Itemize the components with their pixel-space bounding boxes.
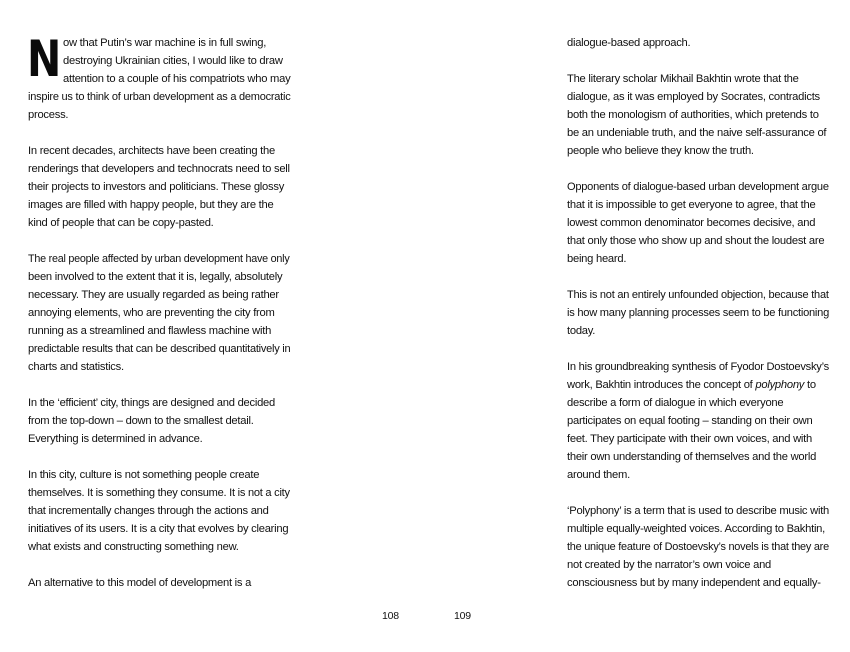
text-line: annoying elements, who are preventing the city from bbox=[28, 307, 275, 319]
text-line bbox=[567, 376, 829, 394]
paragraph bbox=[567, 502, 829, 592]
text-line: necessary. They are usually regarded as being rather bbox=[28, 289, 279, 301]
text-line: predictable results that can be described quantitatively in bbox=[28, 343, 291, 355]
text-line: initiatives of its users. It is a city that evolves by clearing bbox=[28, 523, 289, 535]
text-line: describe a form of dialogue in which everyone bbox=[567, 397, 784, 409]
text-line: that only those who show up and shout the loudest are bbox=[567, 235, 825, 247]
text-line: ow that Putin’s war machine is in full swing, bbox=[63, 37, 267, 49]
text-line: inspire us to think of urban development as a democratic bbox=[28, 91, 291, 103]
text-line: been involved to the extent that it is, legally, absolutely bbox=[28, 271, 283, 283]
text-line: Opponents of dialogue-based urban development argue bbox=[567, 181, 829, 193]
paragraph bbox=[567, 358, 829, 484]
text-line: process. bbox=[28, 109, 69, 121]
text-line: An alternative to this model of development is a bbox=[28, 577, 252, 589]
left-page bbox=[27, 30, 291, 610]
text-line: attention to a couple of his compatriots who may bbox=[63, 73, 291, 85]
text-line: being heard. bbox=[567, 253, 627, 265]
text-line: that it is impossible to get everyone to agree, that the bbox=[567, 199, 816, 211]
paragraph bbox=[567, 178, 829, 268]
text-line: Everything is determined in advance. bbox=[28, 433, 203, 445]
text-line: the unique feature of Dostoevsky’s novels is that they are bbox=[567, 541, 829, 553]
text-line: The real people affected by urban development have only bbox=[28, 253, 290, 265]
text-line: ‘Polyphony’ is a term that is used to describe music with bbox=[567, 505, 830, 517]
text-line: be an undeniable truth, and the naive self-assurance of bbox=[567, 127, 827, 139]
text-line: what exists and constructing something new. bbox=[28, 541, 239, 553]
paragraph bbox=[567, 70, 829, 160]
text-line: renderings that developers and technocrats need to sell bbox=[28, 163, 290, 175]
text-line: In the ‘efficient’ city, things are designed and decided bbox=[28, 397, 276, 409]
text-line: is how many planning processes seem to be functioning bbox=[567, 307, 830, 319]
text-line: multiple equally-weighted voices. According to Bakhtin, bbox=[567, 523, 826, 535]
text-line: In this city, culture is not something people create bbox=[28, 469, 260, 481]
text-line: kind of people that can be copy-pasted. bbox=[28, 217, 214, 229]
text-line: consciousness but by many independent and equally- bbox=[567, 577, 821, 589]
paragraph bbox=[28, 142, 290, 232]
text-line: images are filled with happy people, but they are the bbox=[28, 199, 274, 211]
italic-term: polyphony bbox=[755, 379, 805, 391]
text-line: In recent decades, architects have been creating the bbox=[28, 145, 275, 157]
paragraph bbox=[28, 250, 290, 376]
paragraph bbox=[567, 286, 829, 340]
text-line: lowest common denominator becomes decisive, and bbox=[567, 217, 816, 229]
text-line: people who believe they know the truth. bbox=[567, 145, 754, 157]
text-line: feet. They participate with their own voices, and with bbox=[567, 433, 812, 445]
right-page bbox=[567, 34, 829, 610]
text-line: from the top-down – down to the smallest detail. bbox=[28, 415, 254, 427]
text-segment: work, Bakhtin introduces the concept of bbox=[567, 379, 756, 391]
text-line: not created by the narrator’s own voice and bbox=[567, 559, 772, 571]
text-line: that incrementally changes through the actions and bbox=[28, 505, 269, 517]
paragraph bbox=[28, 574, 290, 592]
paragraph bbox=[27, 30, 291, 124]
text-line: themselves. It is something they consume. It is not a city bbox=[28, 487, 290, 499]
text-line: This is not an entirely unfounded objection, because that bbox=[567, 289, 829, 301]
text-line: charts and statistics. bbox=[28, 361, 124, 373]
text-line: both the monologism of authorities, which pretends to bbox=[567, 109, 819, 121]
text-line: running as a streamlined and flawless machine with bbox=[28, 325, 272, 337]
page-number-left: 108 bbox=[382, 610, 399, 622]
text-line: participates on equal footing – standing on their own bbox=[567, 415, 813, 427]
drop-cap-letter: N bbox=[27, 30, 60, 88]
paragraph bbox=[28, 394, 290, 448]
page-number-right: 109 bbox=[454, 610, 471, 622]
paragraph bbox=[567, 34, 829, 52]
text-line: The literary scholar Mikhail Bakhtin wrote that the bbox=[567, 73, 799, 85]
text-segment: to bbox=[804, 379, 816, 391]
text-line: around them. bbox=[567, 469, 630, 481]
text-line: their projects to investors and politicians. These glossy bbox=[28, 181, 285, 193]
text-line: destroying Ukrainian cities, I would like to draw bbox=[63, 55, 283, 67]
text-line: dialogue, as it was employed by Socrates, contradicts bbox=[567, 91, 820, 103]
paragraph bbox=[28, 466, 290, 556]
text-line: today. bbox=[567, 325, 596, 337]
text-line: their own understanding of themselves and the world bbox=[567, 451, 817, 463]
text-line: In his groundbreaking synthesis of Fyodor Dostoevsky’s bbox=[567, 361, 829, 373]
text-line: dialogue-based approach. bbox=[567, 37, 691, 49]
